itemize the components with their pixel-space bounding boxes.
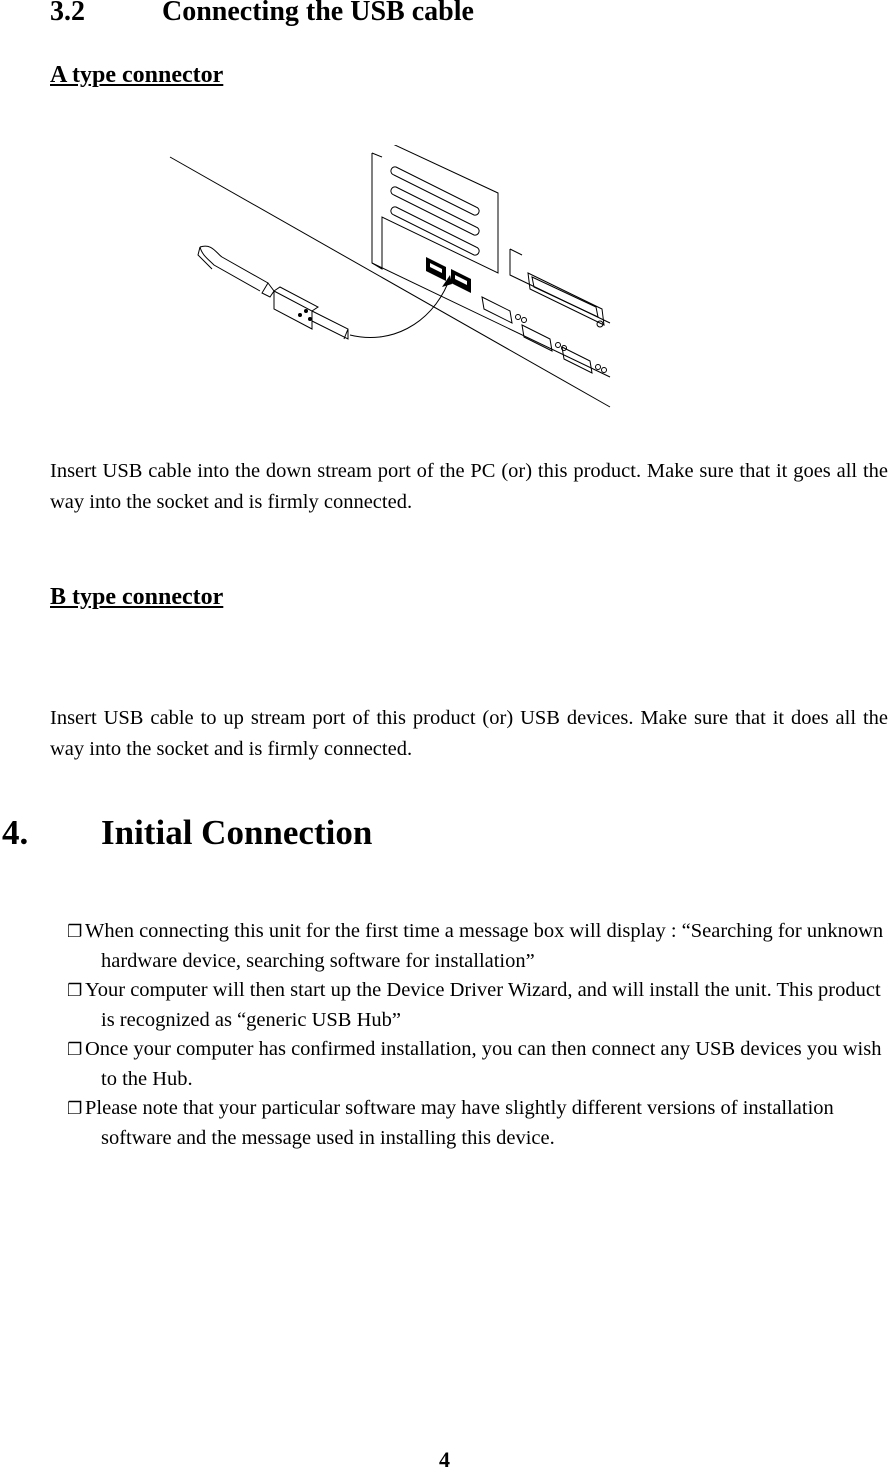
io-panel-edge bbox=[510, 249, 610, 323]
serial-port bbox=[482, 297, 512, 323]
list-item: ❐ Your computer will then start up the Device Driver Wizard, and will install the unit. This product is recognized as “generic USB Hub” bbox=[67, 979, 881, 1031]
usb-a-plug bbox=[198, 246, 348, 339]
chapter-title: Initial Connection bbox=[101, 813, 373, 852]
usb-a-connection-illustration bbox=[160, 145, 612, 413]
section-title: Connecting the USB cable bbox=[162, 0, 474, 27]
list-item: ❐ Once your computer has confirmed installation, you can then connect any USB devices you wish to the Hub. bbox=[67, 1038, 882, 1090]
page-number: 4 bbox=[439, 1447, 450, 1472]
list-item: ❐ Please note that your particular software may have slightly different versions of installation software and the message used in installing this device. bbox=[67, 1097, 834, 1149]
type-a-instructions: Insert USB cable into the down stream port of the PC (or) this product. Make sure that it goes all the way into the socket and is firmly connected. bbox=[50, 460, 888, 513]
checkbox-square-icon: ❐ bbox=[67, 1040, 83, 1060]
serial-port bbox=[562, 347, 592, 373]
chapter-number: 4. bbox=[2, 813, 29, 852]
initial-connection-list bbox=[67, 917, 889, 1153]
list-item: ❐ When connecting this unit for the first time a message box will display : “Searching for unknown hardware device, searching software for installation” bbox=[67, 920, 884, 972]
checkbox-square-icon: ❐ bbox=[67, 981, 83, 1001]
section-number: 3.2 bbox=[50, 0, 85, 27]
case-edge-line bbox=[372, 263, 610, 377]
checkbox-square-icon: ❐ bbox=[67, 1099, 83, 1119]
type-b-instructions: Insert USB cable to up stream port of this product (or) USB devices. Make sure that it does all the way into the socket and is firmly connected. bbox=[50, 707, 888, 760]
usb-ports bbox=[426, 257, 471, 293]
checkbox-square-icon: ❐ bbox=[67, 922, 83, 942]
insertion-arrow bbox=[350, 283, 448, 338]
case-edge-line bbox=[170, 157, 610, 407]
parallel-port bbox=[532, 277, 598, 317]
type-b-heading: B type connector bbox=[50, 584, 224, 610]
type-a-heading: A type connector bbox=[50, 62, 224, 88]
